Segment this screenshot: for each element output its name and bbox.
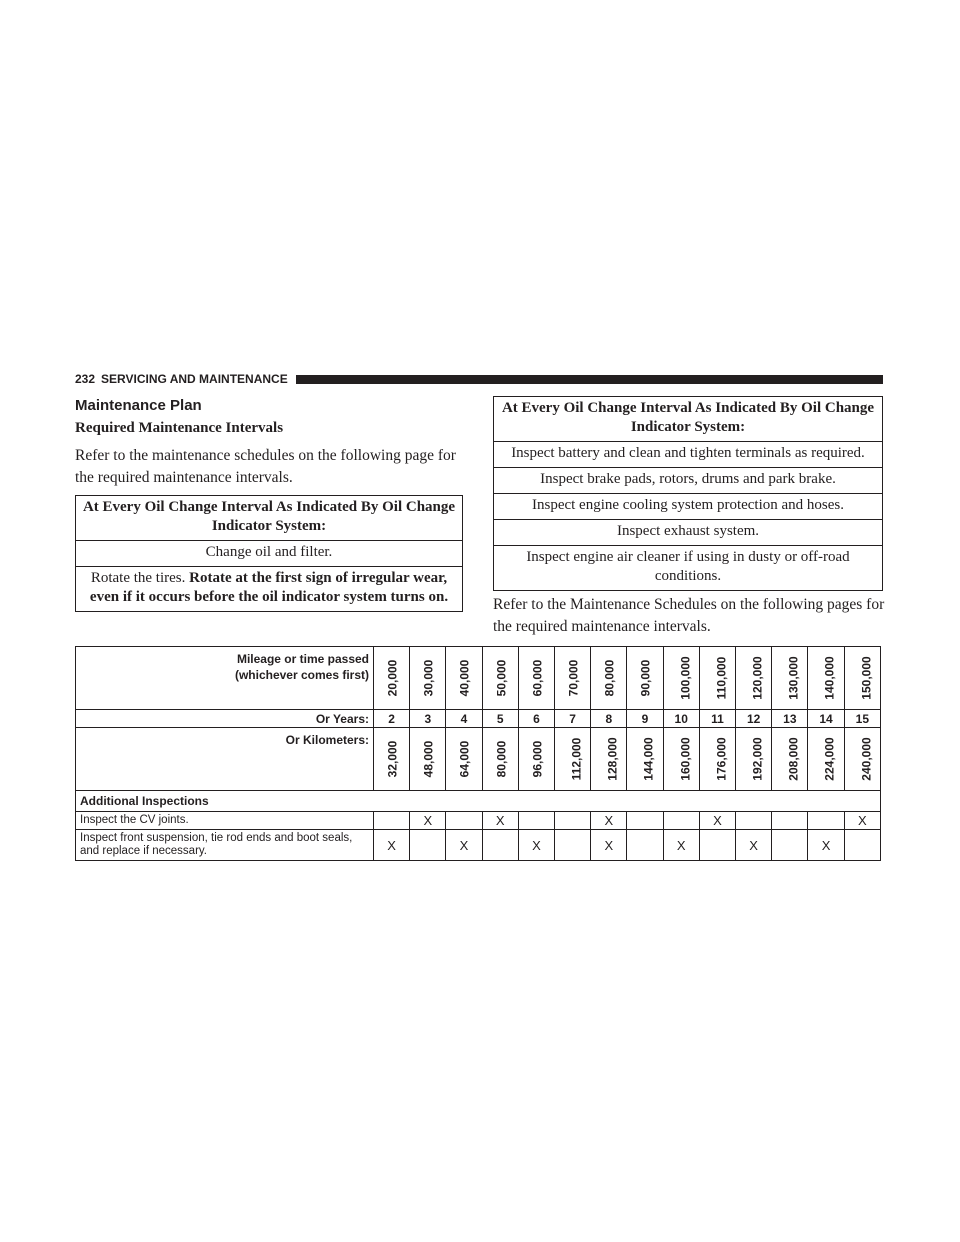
schedule-mark (699, 830, 735, 861)
left-table-row (76, 567, 463, 612)
right-table-row: Inspect engine air cleaner if using in dusty or off-road conditions. (494, 546, 883, 591)
schedule-mark (663, 812, 699, 830)
mileage-cell: 40,000 (446, 647, 482, 710)
schedule-mark: X (410, 812, 446, 830)
years-cell: 5 (482, 710, 518, 728)
years-cell: 4 (446, 710, 482, 728)
kilometers-cell: 80,000 (482, 728, 518, 791)
kilometers-cell: 112,000 (555, 728, 591, 791)
schedule-mark: X (591, 830, 627, 861)
right-table-row: Inspect brake pads, rotors, drums and park brake. (494, 468, 883, 494)
kilometers-row (76, 728, 881, 791)
mileage-cell: 70,000 (555, 647, 591, 710)
left-table-row: Change oil and filter. (76, 541, 463, 567)
years-cell: 13 (772, 710, 808, 728)
schedule-mark: X (808, 830, 844, 861)
kilometers-cell: 208,000 (772, 728, 808, 791)
mileage-label: Mileage or time passed (whichever comes first) (76, 647, 374, 710)
schedule-mark (410, 830, 446, 861)
right-table-row: Inspect exhaust system. (494, 520, 883, 546)
maintenance-schedule-table (75, 646, 881, 861)
schedule-mark (555, 812, 591, 830)
years-cell: 11 (699, 710, 735, 728)
kilometers-cell: 128,000 (591, 728, 627, 791)
kilometers-cell: 64,000 (446, 728, 482, 791)
rotate-tires-note: Rotate at the first sign of irregular wear, even if it occurs before the oil indicator system turns on. (89, 570, 449, 605)
page-header (75, 371, 883, 387)
page-title: Maintenance Plan (75, 397, 202, 414)
years-cell: 6 (518, 710, 554, 728)
kilometers-cell: 48,000 (410, 728, 446, 791)
years-cell: 15 (844, 710, 880, 728)
years-cell: 7 (555, 710, 591, 728)
section-row (76, 791, 881, 812)
oil-change-table-right (493, 396, 883, 591)
schedule-mark (518, 812, 554, 830)
schedule-mark (374, 812, 410, 830)
kilometers-cell: 176,000 (699, 728, 735, 791)
schedule-mark: X (736, 830, 772, 861)
schedule-mark: X (446, 830, 482, 861)
right-table-row: Inspect engine cooling system protection and hoses. (494, 494, 883, 520)
schedule-mark (446, 812, 482, 830)
schedule-mark: X (374, 830, 410, 861)
schedule-mark: X (591, 812, 627, 830)
mileage-cell: 120,000 (736, 647, 772, 710)
kilometers-cell: 224,000 (808, 728, 844, 791)
mileage-cell: 110,000 (699, 647, 735, 710)
rotate-tires-text: Rotate the tires. (90, 570, 186, 586)
schedule-mark (627, 812, 663, 830)
subtitle: Required Maintenance Intervals (75, 420, 284, 436)
oil-change-table-left (75, 495, 463, 612)
years-cell: 9 (627, 710, 663, 728)
mileage-cell: 50,000 (482, 647, 518, 710)
years-cell: 2 (374, 710, 410, 728)
schedule-mark (627, 830, 663, 861)
years-cell: 3 (410, 710, 446, 728)
mileage-cell: 100,000 (663, 647, 699, 710)
table-row (76, 830, 881, 861)
years-label: Or Years: (76, 710, 374, 728)
schedule-mark: X (518, 830, 554, 861)
schedule-mark (736, 812, 772, 830)
mileage-cell: 20,000 (374, 647, 410, 710)
schedule-mark (482, 830, 518, 861)
kilometers-cell: 192,000 (736, 728, 772, 791)
kilometers-cell: 240,000 (844, 728, 880, 791)
header-rule (296, 375, 883, 384)
mileage-cell: 90,000 (627, 647, 663, 710)
schedule-mark: X (482, 812, 518, 830)
additional-inspections-heading: Additional Inspections (76, 791, 881, 812)
years-cell: 14 (808, 710, 844, 728)
mileage-cell: 140,000 (808, 647, 844, 710)
schedule-mark (808, 812, 844, 830)
schedule-mark (555, 830, 591, 861)
inspection-item-label: Inspect the CV joints. (76, 812, 374, 830)
mileage-cell: 130,000 (772, 647, 808, 710)
kilometers-cell: 144,000 (627, 728, 663, 791)
years-cell: 8 (591, 710, 627, 728)
mileage-cell: 60,000 (518, 647, 554, 710)
years-cell: 12 (736, 710, 772, 728)
kilometers-label: Or Kilometers: (76, 728, 374, 791)
inspection-item-label: Inspect front suspension, tie rod ends and boot seals, and replace if necessary. (76, 830, 374, 861)
kilometers-cell: 32,000 (374, 728, 410, 791)
kilometers-cell: 160,000 (663, 728, 699, 791)
schedule-mark: X (844, 812, 880, 830)
schedule-reference-paragraph: Refer to the Maintenance Schedules on the following pages for the required maintenance intervals. (493, 596, 885, 635)
schedule-mark: X (699, 812, 735, 830)
kilometers-cell: 96,000 (518, 728, 554, 791)
schedule-mark (772, 812, 808, 830)
schedule-mark (772, 830, 808, 861)
mileage-cell: 80,000 (591, 647, 627, 710)
schedule-mark (844, 830, 880, 861)
years-row (76, 710, 881, 728)
years-cell: 10 (663, 710, 699, 728)
right-table-header: At Every Oil Change Interval As Indicated By Oil Change Indicator System: (494, 397, 883, 442)
page-number: 232 (75, 372, 96, 386)
intro-paragraph: Refer to the maintenance schedules on the following page for the required maintenance intervals. (75, 447, 456, 486)
section-title: SERVICING AND MAINTENANCE (101, 372, 288, 386)
mileage-cell: 150,000 (844, 647, 880, 710)
schedule-mark: X (663, 830, 699, 861)
left-table-header: At Every Oil Change Interval As Indicated By Oil Change Indicator System: (76, 496, 463, 541)
mileage-row (76, 647, 881, 710)
table-row (76, 812, 881, 830)
right-table-row: Inspect battery and clean and tighten terminals as required. (494, 442, 883, 468)
mileage-cell: 30,000 (410, 647, 446, 710)
